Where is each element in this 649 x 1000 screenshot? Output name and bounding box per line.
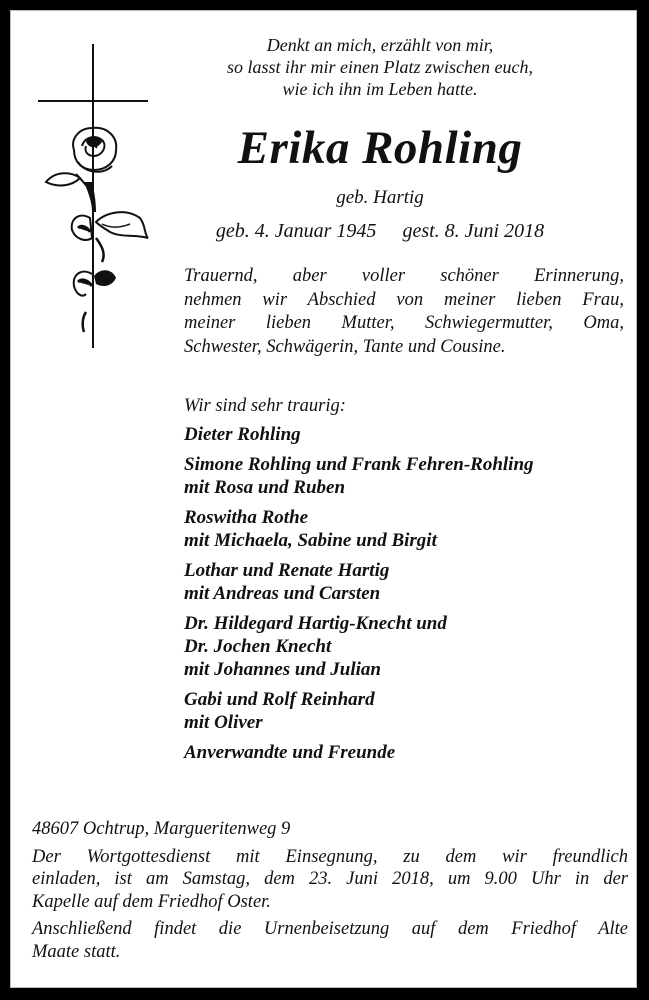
service-line: Der Wortgottesdienst mit Einsegnung, zu dem wir freundlich xyxy=(32,846,628,867)
cross-with-rose-icon xyxy=(36,42,156,362)
farewell-line: meiner lieben Mutter, Schwiegermutter, Oma, xyxy=(184,313,624,333)
life-dates xyxy=(160,218,600,244)
mourner-line: Dr. Jochen Knecht xyxy=(184,636,332,657)
service-details xyxy=(32,818,628,968)
mourner-line: mit Oliver xyxy=(184,712,263,733)
poem-line: wie ich ihn im Leben hatte. xyxy=(282,79,478,99)
service-line: Kapelle auf dem Friedhof Oster. xyxy=(32,891,271,912)
mourner-line: Lothar und Renate Hartig xyxy=(184,560,390,581)
death-date: gest. 8. Juni 2018 xyxy=(402,220,545,242)
mourner-line: Dieter Rohling xyxy=(184,424,301,445)
poem-line: Denkt an mich, erzählt von mir, xyxy=(266,35,494,55)
burial-line: Maate statt. xyxy=(32,941,121,962)
obituary-notice xyxy=(10,10,637,988)
mourner-line: Anverwandte und Freunde xyxy=(184,742,396,763)
service-info xyxy=(32,846,628,914)
mourners-list xyxy=(184,423,534,771)
mourner-group xyxy=(184,453,534,499)
mourner-line: Gabi und Rolf Reinhard xyxy=(184,689,375,710)
address: 48607 Ochtrup, Margueritenweg 9 xyxy=(32,819,291,839)
mourner-line: Roswitha Rothe xyxy=(184,507,309,528)
poem-line: so lasst ihr mir einen Platz zwischen euch, xyxy=(227,57,533,77)
burial-line: Anschließend findet die Urnenbeisetzung auf dem Friedhof Alte xyxy=(32,919,628,939)
mourners-label: Wir sind sehr traurig: xyxy=(184,396,346,416)
farewell-line: Schwester, Schwägerin, Tante und Cousine. xyxy=(184,336,506,357)
mourner-line: mit Johannes und Julian xyxy=(184,659,381,680)
mourner-group xyxy=(184,506,534,552)
deceased-name: Erika Rohling xyxy=(237,122,523,174)
mourner-line: mit Andreas und Carsten xyxy=(184,583,381,604)
service-line: einladen, ist am Samstag, dem 23. Juni 2018, um 9.00 Uhr in der xyxy=(32,869,628,889)
mourner-group xyxy=(184,612,534,681)
birth-date: geb. 4. Januar 1945 xyxy=(215,220,377,242)
burial-info xyxy=(32,918,628,963)
maiden-name: geb. Hartig xyxy=(336,187,424,208)
mourner-line: Simone Rohling und Frank Fehren-Rohling xyxy=(184,454,534,475)
farewell-paragraph xyxy=(184,265,624,359)
mourner-group xyxy=(184,688,534,734)
farewell-line: Trauernd, aber voller schöner Erinnerung, xyxy=(184,266,624,286)
mourner-line: mit Michaela, Sabine und Birgit xyxy=(184,530,437,551)
mourner-group xyxy=(184,559,534,605)
mourner-line: mit Rosa und Ruben xyxy=(184,477,346,498)
mourner-group xyxy=(184,423,534,446)
mourner-group xyxy=(184,741,534,764)
mourner-line: Dr. Hildegard Hartig-Knecht und xyxy=(184,613,447,634)
memorial-poem xyxy=(160,34,600,100)
farewell-line: nehmen wir Abschied von meiner lieben Frau, xyxy=(184,289,624,310)
